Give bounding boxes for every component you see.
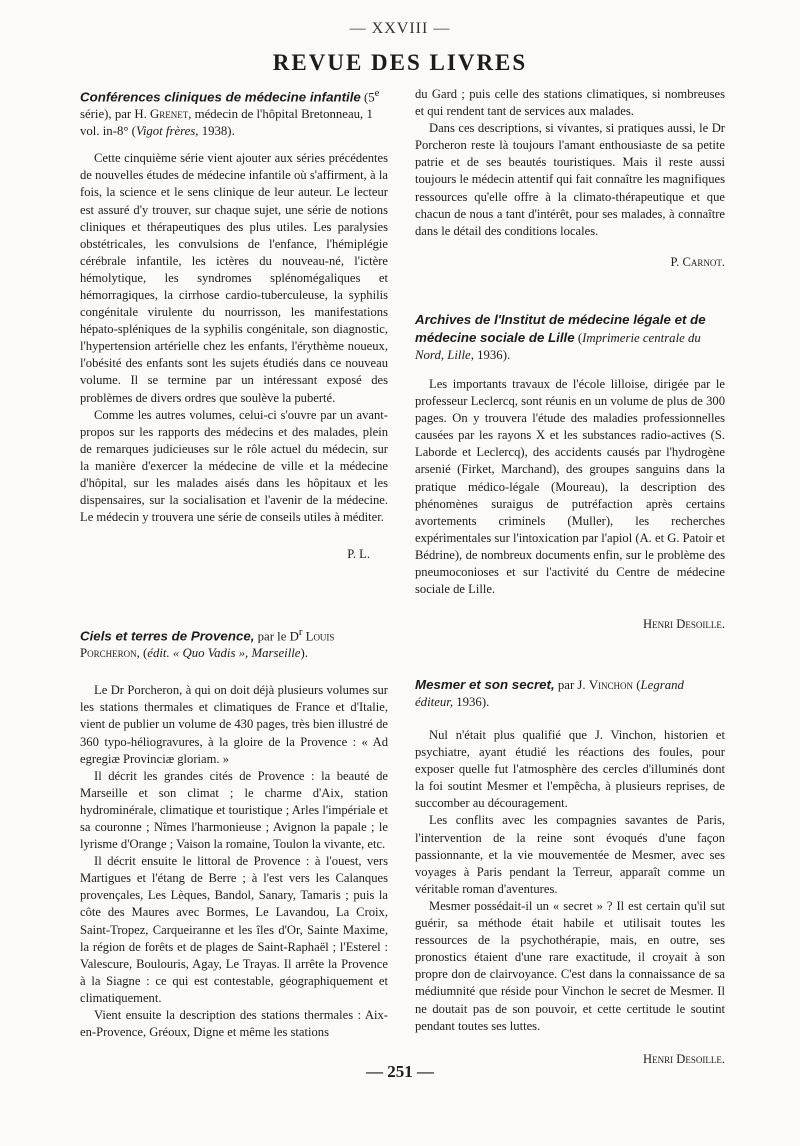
review-mesmer [415, 676, 725, 1068]
book-author: Louis Porcheron [80, 629, 335, 661]
paragraph: Cette cinquième série vient ajouter aux séries précédentes de nouvelles études de médecine infantile où s'affirment, à la fois, la science et le sens clinique de leur auteur. Le lecteur est assuré d'y trouver, sur chaque sujet, une série de notions cliniques et thérapeutiques des plus utiles. Les paralysies obstétricales, les convulsions de l'enfance, l'hémiplégie cérébrale infantile, les ictères du nouveau-né, l'ictère hémolytique, les syndromes splénomégaliques et hémorragiques, la cirrhose cardio-tuberculeuse, la syphilis congénitale virulente du nourrisson, les manifestations hépato-spléniques de la syphilis congénitale, son diagnostic, l'hypertension artérielle chez les enfants, l'érythème noueux, l'obésité des enfants sont les sujets étudiés dans ce nouveau volume. Il se termine par un intéressant exposé des problèmes de divers ordres que soulève la puberté. [80, 151, 388, 405]
review-heading: Conférences cliniques de médecine infantile (5e série), par H. Grenet, médecin de l'hôpital Bretonneau, 1 vol. in-8° (Vigot frères, 1938). [80, 88, 380, 139]
book-author: Vinchon [588, 678, 634, 692]
book-title: Archives de l'Institut de médecine légale et de médecine sociale de Lille [415, 312, 706, 345]
paragraph: Comme les autres volumes, celui-ci s'ouvre par un avant-propos sur les rapports des médecins et des malades, plein de remarques judicieuses sur le rôle actuel du médecin, sur la manière d'exercer la médecine de ville et la médecine d'hôpital, sur les malades aisés dans les hôpitaux et les dispensaires, sur la socialisation et l'avenir de la médecine. Le médecin y trouvera une série de conseils utiles à méditer. [80, 407, 388, 525]
signature: Henri Desoille. [643, 1051, 725, 1066]
paragraph: Mesmer possédait-il un « secret » ? Il est certain qu'il sut guérir, sa méthode était habile et utilisait toutes les ressources de la psychothérapie, mais, en outre, ses pronostics étaient d'une rare exactitude, il croyait à son propre don de clairvoyance. C'est dans la connaissance de sa médiumnité que réside pour Vinchon le secret de Mesmer. Il ne doutait pas de son pouvoir, et cette certitude le soutint pendant toutes ses luttes. [415, 898, 725, 1033]
paragraph: Nul n'était plus qualifié que J. Vinchon, historien et psychiatre, ayant étudié les réactions des foules, pour exposer quelle fut l'atmosphère des cercles d'illuminés dont la foi soutint Mesmer et l'empêcha, à plusieurs reprises, de succomber au découragement. [415, 728, 725, 811]
book-title: Conférences cliniques de médecine infantile [80, 89, 361, 105]
signature: P. L. [347, 547, 370, 562]
roman-page-number: — XXVIII — [349, 20, 451, 37]
review-conferences [80, 85, 388, 563]
paragraph: Le Dr Porcheron, à qui on doit déjà plusieurs volumes sur les stations thermales et climatiques de France et d'Italie, vient de publier un volume de 430 pages, très bien illustré de 360 typo-héliogravures, à la gloire de la Provence : « Ad egregiæ Provinciæ gloriam. » [80, 683, 388, 766]
signature: Henri Desoille. [643, 617, 725, 632]
paragraph: du Gard ; puis celle des stations climatiques, si nombreuses et qui rendent tant de services aux malades. [415, 87, 725, 119]
book-title: Ciels et terres de Provence, [80, 628, 255, 644]
paragraph: Il décrit ensuite le littoral de Provence : à l'ouest, vers Martigues et l'étang de Berre ; à l'est vers les Calanques provençales, Les Lèques, Bandol, Sanary, Tamaris ; puis la côte des Maures avec Bormes, Le Lavandou, La Croix, Saint-Tropez, Carqueiranne et les îles d'Or, Sainte Maxime, la région de forêts et de plages de Saint-Raphaël ; l'Esterel : Valescure, Boulouris, Agay, Le Trayas. Il arrête la Provence à la Siagne : ce qui est contestable, géographiquement et climatiquement. [80, 854, 388, 1005]
review-archives-lille [415, 311, 725, 633]
paragraph: Les conflits avec les compagnies savantes de Paris, l'intervention de la reine sont évoqués d'une façon passionnante, et la vie mouvementée de Mesmer, avec ses voyages à Paris pendant la Terreur, apparaît comme un véritable roman d'aventures. [415, 813, 725, 896]
page-number: — 251 — [366, 1062, 434, 1081]
book-author: Grenet [150, 107, 189, 122]
section-title: REVUE DES LIVRES [272, 50, 528, 75]
review-heading: Archives de l'Institut de médecine légale et de médecine sociale de Lille (Imprimerie centrale du Nord, Lille, 1936). [415, 312, 706, 362]
book-publisher: Legrand éditeur, [415, 678, 684, 709]
paragraph: Les importants travaux de l'école lilloise, dirigée par le professeur Leclercq, sont réunis en un volume de plus de 300 pages. On y trouvera l'étude des maladies professionnelles causées par les rayons X et les substances radio-actives (S. Laborde et Leclercq), des accidents causés par l'hydrogène arsenié (Firket, Marchand), des groupes sanguins dans la pratique médico-légale (Moureau), la description des phénomènes suraigus de putréfaction après certains avortements criminels (Muller), les recherches expérimentales sur l'intoxication par l'apiol (A. et G. Patoir et Bédrine), de nombreux documents enfin, sur le problème des pneumoconioses et sur l'activité du Centre de médecine sociale de Lille. [415, 377, 725, 597]
paragraph: Il décrit les grandes cités de Provence : la beauté de Marseille et son climat ; le charme d'Aix, station hydrominérale, climatique et touristique ; Arles l'impériale et sa couronne ; Nîmes l'harmonieuse ; Avignon la papale ; le lyrisme d'Orange ; Vaison la romaine, Toulon la vivante, etc. [80, 768, 388, 852]
review-ciels-continuation [415, 86, 725, 271]
book-publisher: Vigot frères, [135, 124, 199, 139]
book-title: Mesmer et son secret, [415, 677, 555, 692]
signature: P. Carnot. [670, 254, 725, 269]
book-publisher: Imprimerie centrale du Nord, Lille, [415, 331, 701, 362]
review-heading: Mesmer et son secret, par J. Vinchon (Legrand éditeur, 1936). [415, 677, 684, 709]
review-heading: Ciels et terres de Provence, par le $D^r$ Louis Porcheron, (édit. « Quo Vadis », Marseille). [80, 627, 335, 661]
book-publisher: édit. « Quo Vadis », Marseille [147, 646, 301, 661]
paragraph: Vient ensuite la description des stations thermales : Aix-en-Provence, Gréoux, Digne et même les stations [80, 1008, 388, 1040]
review-ciels-terres-provence [80, 624, 388, 1041]
paragraph: Dans ces descriptions, si vivantes, si pratiques aussi, le Dr Porcheron reste là toujours l'amant enthousiaste de sa petite patrie et de ses beautés touristiques. Mais il reste aussi toujours le médecin attentif qui fait connaître les magnifiques ressources qu'elle offre à la climato-thérapeutique et que chacun de nous a tant d'intérêt, pour ses malades, à connaître dans le détail des conditions locales. [415, 121, 725, 238]
